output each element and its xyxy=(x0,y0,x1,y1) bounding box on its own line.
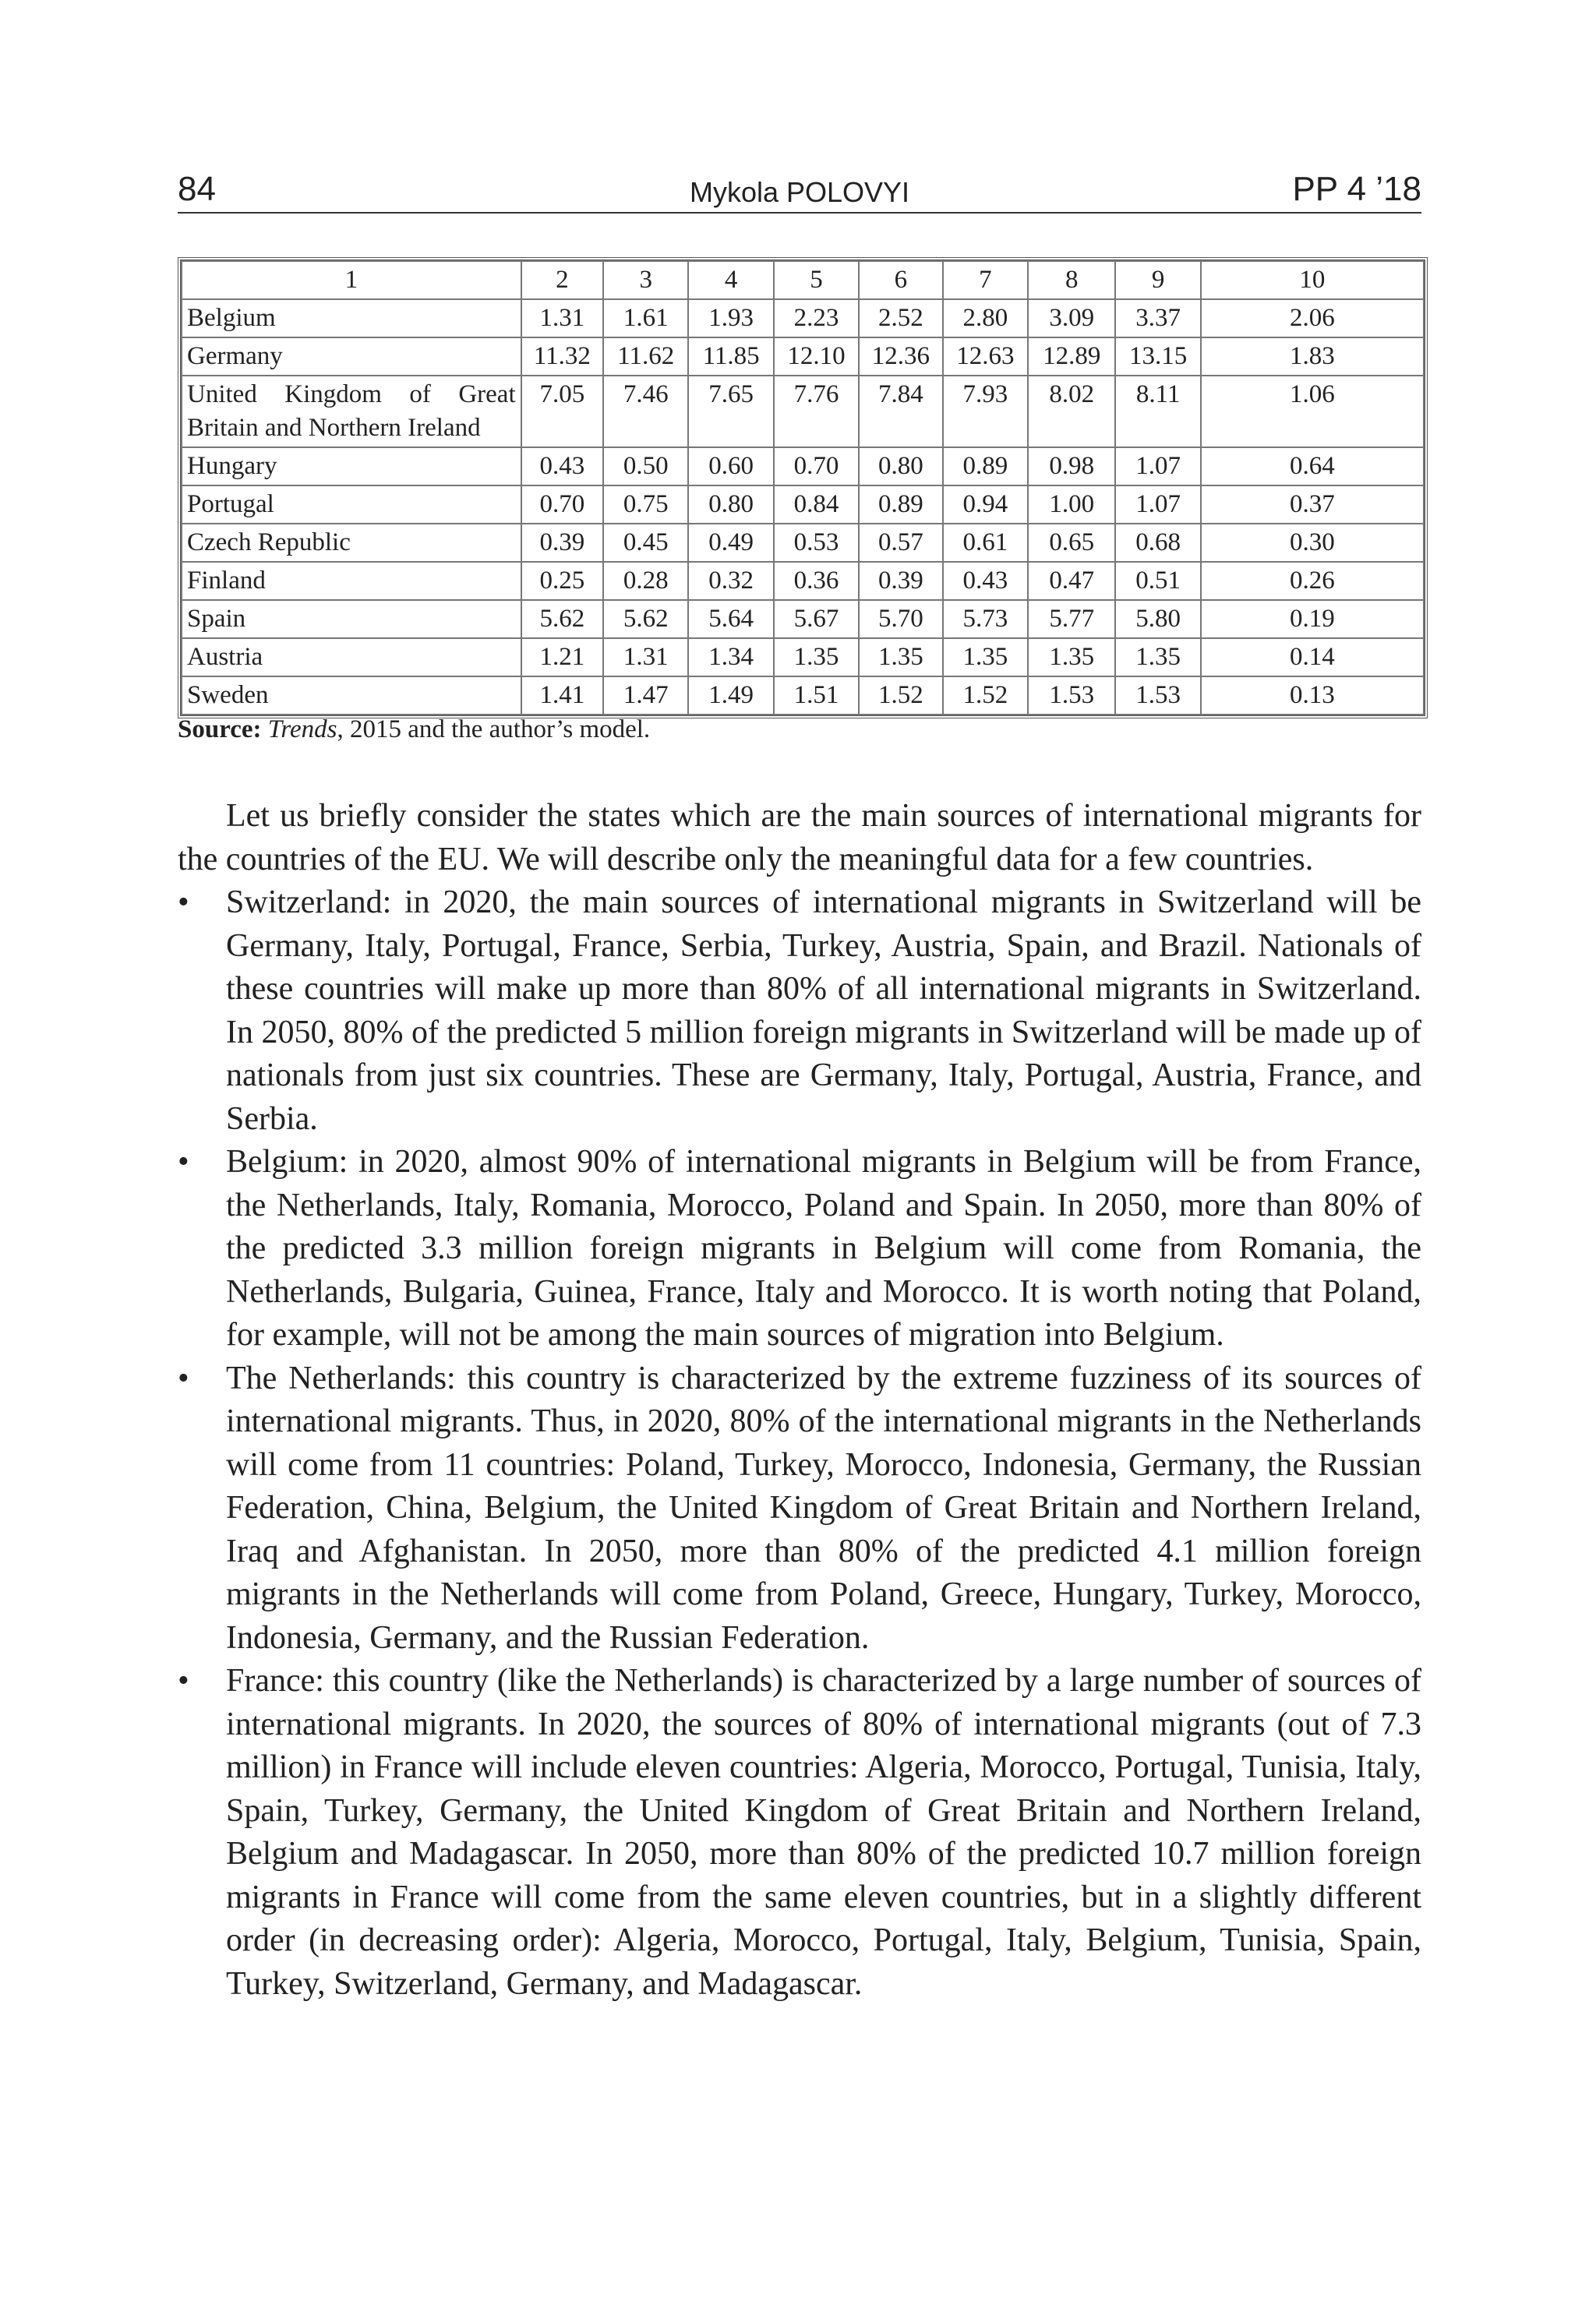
value-cell: 0.32 xyxy=(688,562,773,600)
value-cell: 1.41 xyxy=(521,676,603,715)
table-row xyxy=(182,299,1424,337)
country-cell: Czech Republic xyxy=(182,524,521,562)
country-cell: Hungary xyxy=(182,447,521,485)
value-cell: 1.35 xyxy=(943,638,1028,676)
value-cell: 0.39 xyxy=(859,562,942,600)
column-header: 9 xyxy=(1115,261,1200,299)
value-cell: 1.31 xyxy=(521,299,603,337)
value-cell: 11.85 xyxy=(688,337,773,376)
column-header: 3 xyxy=(603,261,688,299)
value-cell: 2.52 xyxy=(859,299,942,337)
value-cell: 1.53 xyxy=(1115,676,1200,715)
bullet-item xyxy=(178,881,1421,1141)
table-row xyxy=(182,676,1424,715)
value-cell: 0.43 xyxy=(521,447,603,485)
intro-paragraph: Let us briefly consider the states which are the main sources of international migrants for the countries of the EU. We will describe only the meaningful data for a few countries. xyxy=(178,798,1421,877)
value-cell: 5.64 xyxy=(688,600,773,638)
bullet-text: Belgium: in 2020, almost 90% of international migrants in Belgium will be from France, the Netherlands, Italy, Romania, Morocco, Poland and Spain. In 2050, more than 80% of the predicted 3.3 million foreign migrants in Belgium will come from Romania, the Netherlands, Bulgaria, Guinea, France, Italy and Morocco. It is worth noting that Poland, for example, will not be among the main sources of migration into Belgium. xyxy=(226,1144,1421,1353)
value-cell: 0.57 xyxy=(859,524,942,562)
column-header: 2 xyxy=(521,261,603,299)
value-cell: 0.53 xyxy=(774,524,859,562)
column-header: 8 xyxy=(1028,261,1115,299)
table-row xyxy=(182,447,1424,485)
value-cell: 1.35 xyxy=(1028,638,1115,676)
country-cell: Sweden xyxy=(182,676,521,715)
value-cell: 7.65 xyxy=(688,376,773,447)
source-label: Source: xyxy=(178,715,262,743)
value-cell: 0.13 xyxy=(1201,676,1424,715)
value-cell: 12.89 xyxy=(1028,337,1115,376)
value-cell: 0.89 xyxy=(943,447,1028,485)
value-cell: 5.62 xyxy=(521,600,603,638)
value-cell: 5.62 xyxy=(603,600,688,638)
country-cell: Austria xyxy=(182,638,521,676)
table-source-note xyxy=(178,715,650,744)
value-cell: 0.50 xyxy=(603,447,688,485)
value-cell: 7.05 xyxy=(521,376,603,447)
table-header-row xyxy=(182,261,1424,299)
value-cell: 8.11 xyxy=(1115,376,1200,447)
value-cell: 2.80 xyxy=(943,299,1028,337)
value-cell: 0.80 xyxy=(688,485,773,524)
body-text xyxy=(178,795,1421,2006)
running-author: Mykola POLOVYI xyxy=(689,176,910,208)
value-cell: 12.36 xyxy=(859,337,942,376)
bullet-marker: • xyxy=(178,1360,189,1396)
page-number: 84 xyxy=(178,170,216,208)
value-cell: 1.52 xyxy=(859,676,942,715)
country-cell: Belgium xyxy=(182,299,521,337)
value-cell: 0.84 xyxy=(774,485,859,524)
value-cell: 5.80 xyxy=(1115,600,1200,638)
column-header: 6 xyxy=(859,261,942,299)
table-row xyxy=(182,337,1424,376)
value-cell: 0.43 xyxy=(943,562,1028,600)
bullet-item xyxy=(178,1357,1421,1661)
column-header: 1 xyxy=(182,261,521,299)
value-cell: 0.37 xyxy=(1201,485,1424,524)
value-cell: 8.02 xyxy=(1028,376,1115,447)
value-cell: 1.34 xyxy=(688,638,773,676)
value-cell: 1.07 xyxy=(1115,485,1200,524)
value-cell: 1.53 xyxy=(1028,676,1115,715)
country-cell: Spain xyxy=(182,600,521,638)
value-cell: 7.76 xyxy=(774,376,859,447)
value-cell: 0.25 xyxy=(521,562,603,600)
bullet-item xyxy=(178,1660,1421,2006)
table-row xyxy=(182,562,1424,600)
running-header xyxy=(178,164,1421,214)
value-cell: 1.93 xyxy=(688,299,773,337)
value-cell: 1.00 xyxy=(1028,485,1115,524)
value-cell: 0.26 xyxy=(1201,562,1424,600)
value-cell: 1.52 xyxy=(943,676,1028,715)
value-cell: 0.19 xyxy=(1201,600,1424,638)
value-cell: 0.51 xyxy=(1115,562,1200,600)
value-cell: 1.51 xyxy=(774,676,859,715)
value-cell: 5.73 xyxy=(943,600,1028,638)
value-cell: 2.23 xyxy=(774,299,859,337)
value-cell: 1.47 xyxy=(603,676,688,715)
bullet-marker: • xyxy=(178,884,189,920)
value-cell: 1.61 xyxy=(603,299,688,337)
table-row xyxy=(182,524,1424,562)
value-cell: 0.89 xyxy=(859,485,942,524)
table-row xyxy=(182,600,1424,638)
value-cell: 0.70 xyxy=(774,447,859,485)
value-cell: 7.46 xyxy=(603,376,688,447)
value-cell: 0.60 xyxy=(688,447,773,485)
value-cell: 0.30 xyxy=(1201,524,1424,562)
value-cell: 0.80 xyxy=(859,447,942,485)
value-cell: 0.49 xyxy=(688,524,773,562)
value-cell: 1.35 xyxy=(774,638,859,676)
value-cell: 7.84 xyxy=(859,376,942,447)
value-cell: 0.61 xyxy=(943,524,1028,562)
country-cell: United Kingdom of Great Britain and Northern Ireland xyxy=(182,376,521,447)
value-cell: 7.93 xyxy=(943,376,1028,447)
source-rest: , 2015 and the author’s model. xyxy=(337,715,651,743)
value-cell: 0.14 xyxy=(1201,638,1424,676)
value-cell: 0.39 xyxy=(521,524,603,562)
value-cell: 12.63 xyxy=(943,337,1028,376)
value-cell: 11.62 xyxy=(603,337,688,376)
country-cell: Finland xyxy=(182,562,521,600)
value-cell: 0.94 xyxy=(943,485,1028,524)
value-cell: 0.28 xyxy=(603,562,688,600)
bullet-list xyxy=(178,881,1421,2006)
value-cell: 1.07 xyxy=(1115,447,1200,485)
value-cell: 0.47 xyxy=(1028,562,1115,600)
value-cell: 5.70 xyxy=(859,600,942,638)
table-row xyxy=(182,376,1424,447)
value-cell: 1.21 xyxy=(521,638,603,676)
data-table xyxy=(178,257,1428,718)
value-cell: 0.36 xyxy=(774,562,859,600)
value-cell: 0.64 xyxy=(1201,447,1424,485)
value-cell: 0.75 xyxy=(603,485,688,524)
value-cell: 1.06 xyxy=(1201,376,1424,447)
bullet-text: The Netherlands: this country is characterized by the extreme fuzziness of its sources of international migrants. Thus, in 2020, 80% of the international migrants in the Netherlands will come from 11 countries: Poland, Turkey, Morocco, Indonesia, Germany, the Russian Federation, China, Belgium, the United Kingdom of Great Britain and Northern Ireland, Iraq and Afghanistan. In 2050, more than 80% of the predicted 4.1 million foreign migrants in the Netherlands will come from Poland, Greece, Hungary, Turkey, Morocco, Indonesia, Germany, and the Russian Federation. xyxy=(226,1360,1421,1656)
value-cell: 2.06 xyxy=(1201,299,1424,337)
value-cell: 12.10 xyxy=(774,337,859,376)
value-cell: 0.65 xyxy=(1028,524,1115,562)
source-title: Trends xyxy=(267,715,337,743)
table-row xyxy=(182,485,1424,524)
country-cell: Germany xyxy=(182,337,521,376)
country-cell: Portugal xyxy=(182,485,521,524)
value-cell: 5.77 xyxy=(1028,600,1115,638)
column-header: 4 xyxy=(688,261,773,299)
bullet-marker: • xyxy=(178,1144,189,1180)
bullet-text: Switzerland: in 2020, the main sources of international migrants in Switzerland will be Germany, Italy, Portugal, France, Serbia, Turkey, Austria, Spain, and Brazil. Nationals of these countries will make up more than 80% of all international migrants in Switzerland. In 2050, 80% of the predicted 5 million foreign migrants in Switzerland will be made up of nationals from just six countries. These are Germany, Italy, Portugal, Austria, France, and Serbia. xyxy=(226,884,1421,1137)
column-header: 7 xyxy=(943,261,1028,299)
bullet-text: France: this country (like the Netherlands) is characterized by a large number of sources of international migrants. In 2020, the sources of 80% of international migrants (out of 7.3 million) in France will include eleven countries: Algeria, Morocco, Portugal, Tunisia, Italy, Spain, Turkey, Germany, the United Kingdom of Great Britain and Northern Ireland, Belgium and Madagascar. In 2050, more than 80% of the predicted 10.7 million foreign migrants in France will come from the same eleven countries, but in a slightly different order (in decreasing order): Algeria, Morocco, Portugal, Italy, Belgium, Tunisia, Spain, Turkey, Switzerland, Germany, and Madagascar. xyxy=(226,1663,1421,2002)
value-cell: 1.31 xyxy=(603,638,688,676)
value-cell: 1.35 xyxy=(1115,638,1200,676)
value-cell: 0.98 xyxy=(1028,447,1115,485)
value-cell: 0.70 xyxy=(521,485,603,524)
journal-issue: PP 4 ’18 xyxy=(1292,170,1421,208)
value-cell: 3.37 xyxy=(1115,299,1200,337)
value-cell: 1.35 xyxy=(859,638,942,676)
value-cell: 1.49 xyxy=(688,676,773,715)
column-header: 5 xyxy=(774,261,859,299)
value-cell: 13.15 xyxy=(1115,337,1200,376)
value-cell: 3.09 xyxy=(1028,299,1115,337)
column-header: 10 xyxy=(1201,261,1424,299)
value-cell: 5.67 xyxy=(774,600,859,638)
bullet-marker: • xyxy=(178,1663,189,1699)
value-cell: 1.83 xyxy=(1201,337,1424,376)
bullet-item xyxy=(178,1141,1421,1357)
value-cell: 11.32 xyxy=(521,337,603,376)
value-cell: 0.68 xyxy=(1115,524,1200,562)
value-cell: 0.45 xyxy=(603,524,688,562)
table-row xyxy=(182,638,1424,676)
